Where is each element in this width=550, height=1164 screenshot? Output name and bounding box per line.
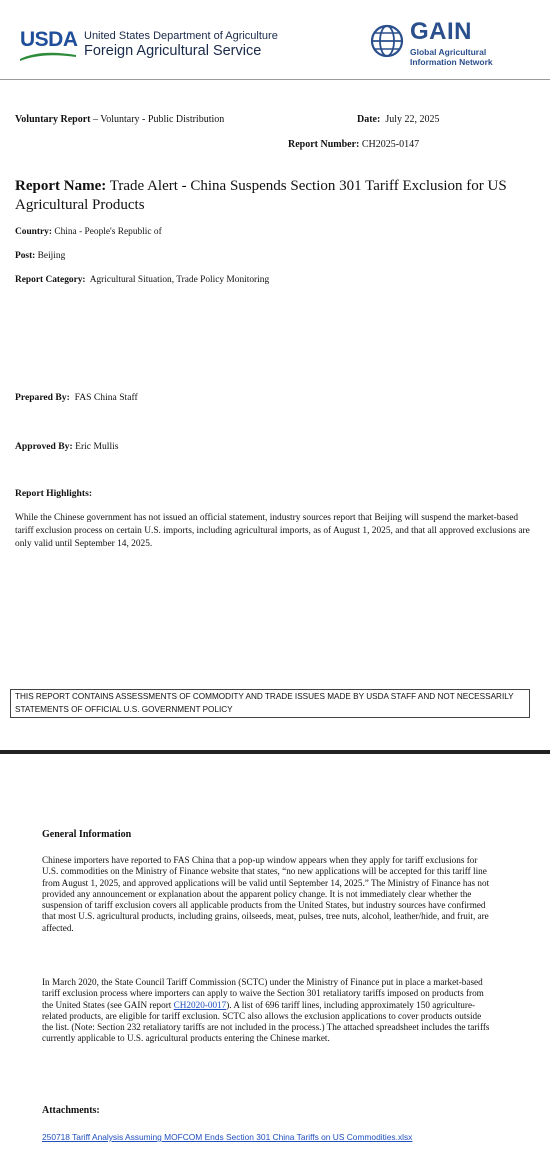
report-number-value: CH2025-0147 (361, 139, 420, 150)
paragraph-2-text-before: In March 2020, the State Council Tariff Commission (SCTC) under the Ministry of Finance put in place a market-based tariff exclusion process where importers can apply to waive the Section 301 retaliatory tariffs imposed on products from the United States (see GAIN report (42, 977, 484, 1010)
paragraph-2-text-after: ). A list of 696 tariff lines, including approximately 150 agriculture-related products, are eligible for tariff exclusion. SCTC also allows the exclusion applications to cover products outside the list. (Note: Section 232 retaliatory tariffs are not included in the process.) The attached spreadsheet includes the tariffs currently applicable to U.S. agricultural products entering the Chinese market. (42, 999, 490, 1044)
category-line (15, 275, 269, 285)
general-information-heading: General Information (42, 829, 132, 840)
country-label: Country: (15, 227, 52, 237)
general-paragraph-2 (42, 977, 492, 1045)
post-line (15, 251, 65, 261)
approved-label: Approved By: (15, 441, 73, 452)
approved-value: Eric Mullis (75, 441, 119, 452)
report-number-label: Report Number: (288, 139, 360, 150)
report-name-value: Trade Alert - China Suspends Section 301 Tariff Exclusion for US Agricultural Products (15, 178, 507, 213)
report-number (288, 139, 419, 150)
usda-wordmark: USDA (20, 28, 78, 51)
post-label: Post: (15, 251, 36, 261)
gain-subtitle (410, 47, 493, 67)
report-name (15, 177, 535, 215)
prepared-label: Prepared By: (15, 392, 70, 403)
agency-name (84, 30, 278, 59)
report-header (0, 0, 550, 78)
general-paragraph-1: Chinese importers have reported to FAS China that a pop-up window appears when they apply for tariff exclusions for U.S. commodities on the Ministry of Finance website that states, “no new applications will be accepted for this tariff line from August 1, 2025, and approved applications will be valid until September 14, 2025.” The Ministry of Finance has not provided any announcement or explanation about the apparent policy change. It is not immediately clear whether the suspension of tariff exclusion covers all applicable products from the United States, but industry sources have confirmed that most U.S. agricultural products, including grains, oilseeds, meat, pulses, tree nuts, alcohol, leather/hide, and fruit, are affected. (42, 855, 490, 933)
gain-subtitle-line1: Global Agricultural (410, 47, 487, 57)
report-date (357, 114, 440, 125)
attachment-link[interactable]: 250718 Tariff Analysis Assuming MOFCOM Ends Section 301 China Tariffs on US Commodities.xlsx (42, 1132, 413, 1142)
report-name-label: Report Name: (15, 178, 107, 194)
highlights-body: While the Chinese government has not issued an official statement, industry sources report that Beijing will suspend the market-based tariff exclusion process on certain U.S. imports, including agricultural imports, as of August 1, 2025, and that all approved exclusions are only valid until September 14, 2025. (15, 513, 530, 549)
approved-by-line (15, 441, 119, 452)
agency-department: United States Department of Agriculture (84, 30, 278, 42)
voluntary-report-line (15, 114, 224, 125)
page-separator (0, 750, 550, 754)
prepared-value: FAS China Staff (74, 392, 138, 403)
header-divider (0, 79, 550, 80)
country-line (15, 227, 162, 237)
category-label: Report Category: (15, 275, 86, 285)
gain-report-link[interactable]: CH2020-0017 (173, 999, 227, 1010)
post-value: Beijing (37, 251, 66, 261)
attachments-heading: Attachments: (42, 1105, 100, 1116)
category-value: Agricultural Situation, Trade Policy Monitoring (89, 275, 270, 285)
disclaimer-box: THIS REPORT CONTAINS ASSESSMENTS OF COMMODITY AND TRADE ISSUES MADE BY USDA STAFF AND NOT NECESSARILY STATEMENTS OF OFFICIAL U.S. GOVERNMENT POLICY (10, 689, 530, 718)
gain-subtitle-line2: Information Network (410, 57, 493, 67)
usda-swoosh-icon (20, 51, 76, 61)
report-body-page (0, 756, 550, 1164)
globe-icon (370, 24, 404, 58)
date-label: Date: (357, 114, 381, 125)
gain-wordmark: GAIN (410, 18, 472, 45)
voluntary-value: – Voluntary - Public Distribution (92, 114, 225, 125)
highlights-title: Report Highlights: (15, 488, 93, 499)
prepared-by-line (15, 392, 138, 403)
voluntary-label: Voluntary Report (15, 114, 91, 125)
country-value: China - People's Republic of (54, 227, 162, 237)
date-value: July 22, 2025 (385, 114, 440, 125)
agency-service: Foreign Agricultural Service (84, 43, 262, 59)
